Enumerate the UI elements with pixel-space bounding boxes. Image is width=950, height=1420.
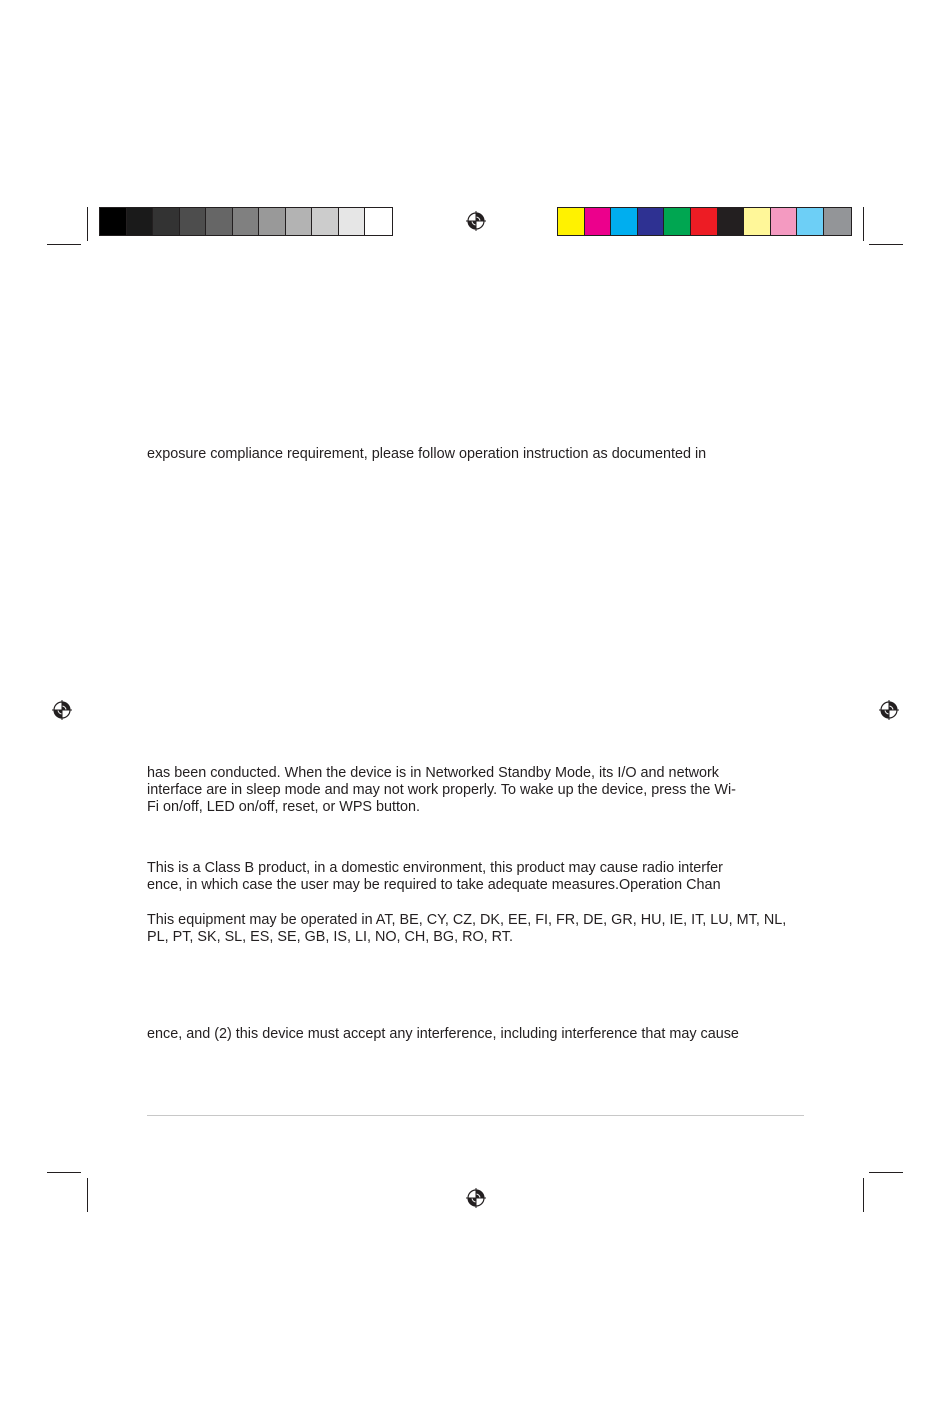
- registration-target-icon: [466, 1188, 486, 1208]
- grayscale-swatch: [286, 208, 313, 235]
- text-line: ence, in which case the user may be required to take adequate measures.Operation Chan: [147, 877, 721, 893]
- color-swatch: [718, 208, 745, 235]
- grayscale-bar: [99, 207, 393, 236]
- paragraph-interference: [147, 1026, 807, 1043]
- color-swatch: [611, 208, 638, 235]
- crop-mark-top-left-v: [87, 207, 88, 241]
- registration-target-icon: [52, 700, 72, 720]
- registration-target-icon: [466, 211, 486, 231]
- color-swatch: [558, 208, 585, 235]
- color-swatch: [664, 208, 691, 235]
- text-line: ence, and (2) this device must accept any interference, including interference that may cause: [147, 1026, 739, 1042]
- grayscale-swatch: [100, 208, 127, 235]
- color-swatch: [824, 208, 851, 235]
- footer-divider: [147, 1115, 804, 1116]
- crop-mark-bottom-right-v: [863, 1178, 864, 1212]
- text-line: This is a Class B product, in a domestic environment, this product may cause radio interfer: [147, 860, 723, 876]
- grayscale-swatch: [153, 208, 180, 235]
- text-line: PL, PT, SK, SL, ES, SE, GB, IS, LI, NO, CH, BG, RO, RT.: [147, 929, 514, 945]
- text-line: Fi on/off, LED on/off, reset, or WPS button.: [147, 799, 421, 815]
- text-line: exposure compliance requirement, please follow operation instruction as documented in: [147, 446, 707, 462]
- paragraph-class-b: [147, 860, 807, 894]
- crop-mark-bottom-left-v: [87, 1178, 88, 1212]
- grayscale-swatch: [339, 208, 366, 235]
- grayscale-swatch: [312, 208, 339, 235]
- grayscale-swatch: [365, 208, 392, 235]
- color-bar: [557, 207, 852, 236]
- grayscale-swatch: [206, 208, 233, 235]
- paragraph-countries: [147, 912, 807, 946]
- paragraph-standby: [147, 765, 807, 816]
- color-swatch: [585, 208, 612, 235]
- registration-target-icon: [879, 700, 899, 720]
- color-swatch: [744, 208, 771, 235]
- crop-mark-top-right-h: [869, 244, 903, 245]
- crop-mark-bottom-left-h: [47, 1172, 81, 1173]
- text-line: has been conducted. When the device is in Networked Standby Mode, its I/O and network: [147, 765, 719, 781]
- paragraph-exposure: [147, 446, 807, 463]
- color-swatch: [691, 208, 718, 235]
- text-line: interface are in sleep mode and may not work properly. To wake up the device, press the Wi-: [147, 782, 736, 798]
- grayscale-swatch: [259, 208, 286, 235]
- color-swatch: [638, 208, 665, 235]
- grayscale-swatch: [127, 208, 154, 235]
- crop-mark-top-left-h: [47, 244, 81, 245]
- color-swatch: [797, 208, 824, 235]
- grayscale-swatch: [180, 208, 207, 235]
- crop-mark-top-right-v: [863, 207, 864, 241]
- text-line: This equipment may be operated in AT, BE, CY, CZ, DK, EE, FI, FR, DE, GR, HU, IE, IT, LU, MT, NL,: [147, 912, 787, 928]
- color-swatch: [771, 208, 798, 235]
- crop-mark-bottom-right-h: [869, 1172, 903, 1173]
- grayscale-swatch: [233, 208, 260, 235]
